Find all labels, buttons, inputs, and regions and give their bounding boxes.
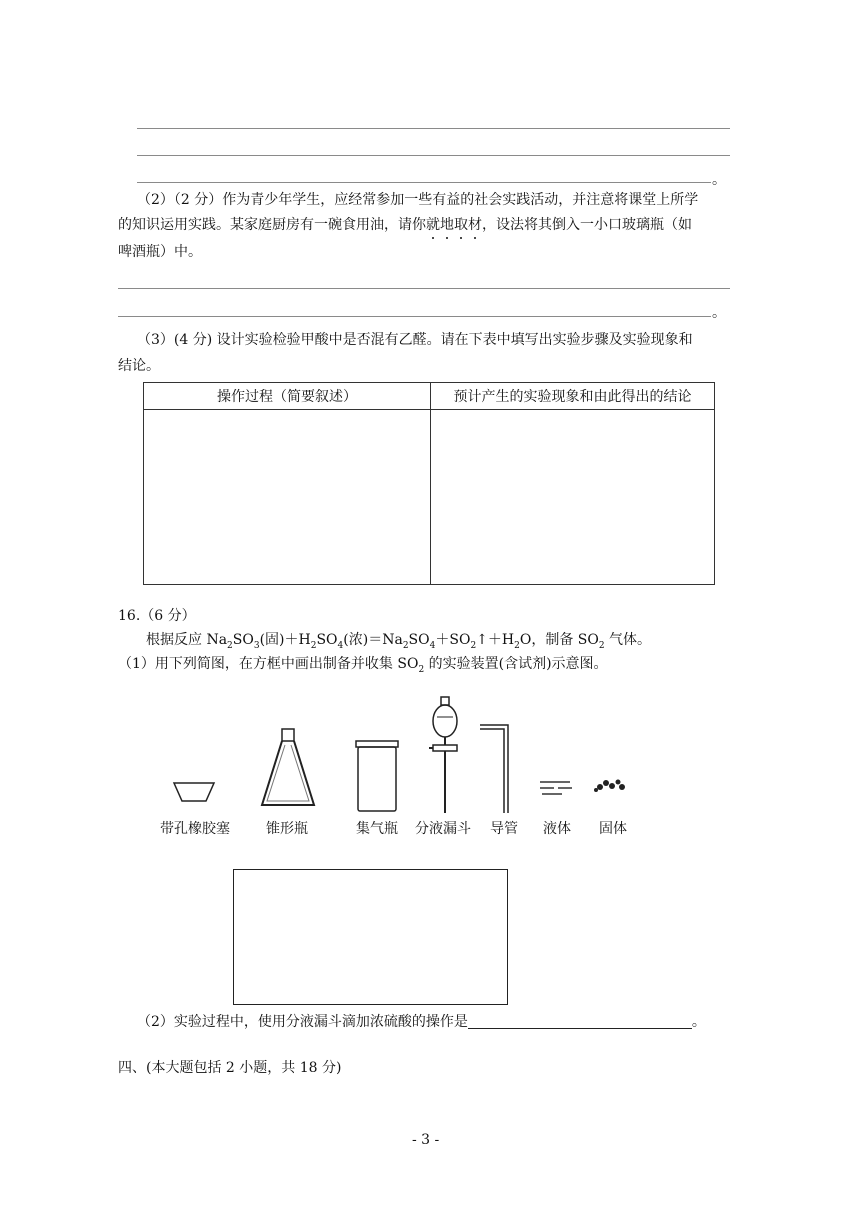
label-liquid: 液体	[543, 821, 571, 837]
section-4-heading: 四、(本大题包括 2 小题，共 18 分)	[118, 1060, 342, 1076]
table-header-procedure: 操作过程（简要叙述）	[144, 383, 431, 410]
gas-jar-icon	[356, 741, 398, 811]
liquid-icon	[540, 782, 572, 794]
rubber-stopper-icon	[174, 783, 214, 801]
answer-line	[137, 128, 730, 129]
q3-line1: （3）(4 分) 设计实验检验甲酸中是否混有乙醛。请在下表中填写出实验步骤及实验现象和	[137, 332, 693, 348]
period-mark: 。	[712, 172, 726, 188]
result-cell[interactable]	[431, 410, 715, 585]
solid-icon	[594, 780, 625, 793]
label-solid: 固体	[599, 821, 627, 837]
answer-blank[interactable]	[468, 1012, 692, 1029]
label-delivery-tube: 导管	[490, 821, 518, 837]
q2-line1: （2）（2 分）作为青少年学生，应经常参加一些有益的社会实践活动，并注意将课堂上所学	[137, 192, 699, 208]
answer-line	[137, 182, 711, 183]
separatory-funnel-icon	[429, 697, 457, 813]
answer-line	[118, 316, 711, 317]
q16-reaction: 根据反应 $Na_2SO_3$(固)$+H_2SO_4$(浓)$=Na_2SO_4+SO_2↑+H_2O$，制备 $SO_2$ 气体。	[146, 632, 652, 651]
table-header-result: 预计产生的实验现象和由此得出的结论	[431, 383, 715, 410]
period-mark: 。	[712, 305, 726, 321]
label-rubber-stopper: 带孔橡胶塞	[160, 821, 230, 837]
conical-flask-icon	[262, 729, 314, 805]
page-number: - 3 -	[412, 1132, 440, 1148]
q16-part1: （1）用下列简图，在方框中画出制备并收集 $SO_2$ 的实验装置(含试剂)示意图。	[118, 656, 608, 675]
q3-line2: 结论。	[118, 358, 160, 374]
drawing-answer-box[interactable]	[233, 869, 508, 1005]
label-conical-flask: 锥形瓶	[266, 821, 308, 837]
label-gas-jar: 集气瓶	[356, 821, 398, 837]
answer-line	[118, 288, 730, 289]
answer-line	[137, 155, 730, 156]
procedure-cell[interactable]	[144, 410, 431, 585]
apparatus-illustration	[150, 695, 650, 815]
experiment-table	[143, 382, 715, 585]
q16-part2: （2）实验过程中，使用分液漏斗滴加浓硫酸的操作是 。	[137, 1014, 706, 1030]
q2-line2: 的知识运用实践。某家庭厨房有一碗食用油，请你就地取材，设法将其倒入一小口玻璃瓶（如	[118, 217, 692, 233]
delivery-tube-icon	[480, 725, 508, 813]
q16-title: 16.（6 分）	[118, 608, 196, 624]
q2-line3: 啤酒瓶）中。	[118, 244, 202, 260]
label-separatory-funnel: 分液漏斗	[415, 821, 471, 837]
